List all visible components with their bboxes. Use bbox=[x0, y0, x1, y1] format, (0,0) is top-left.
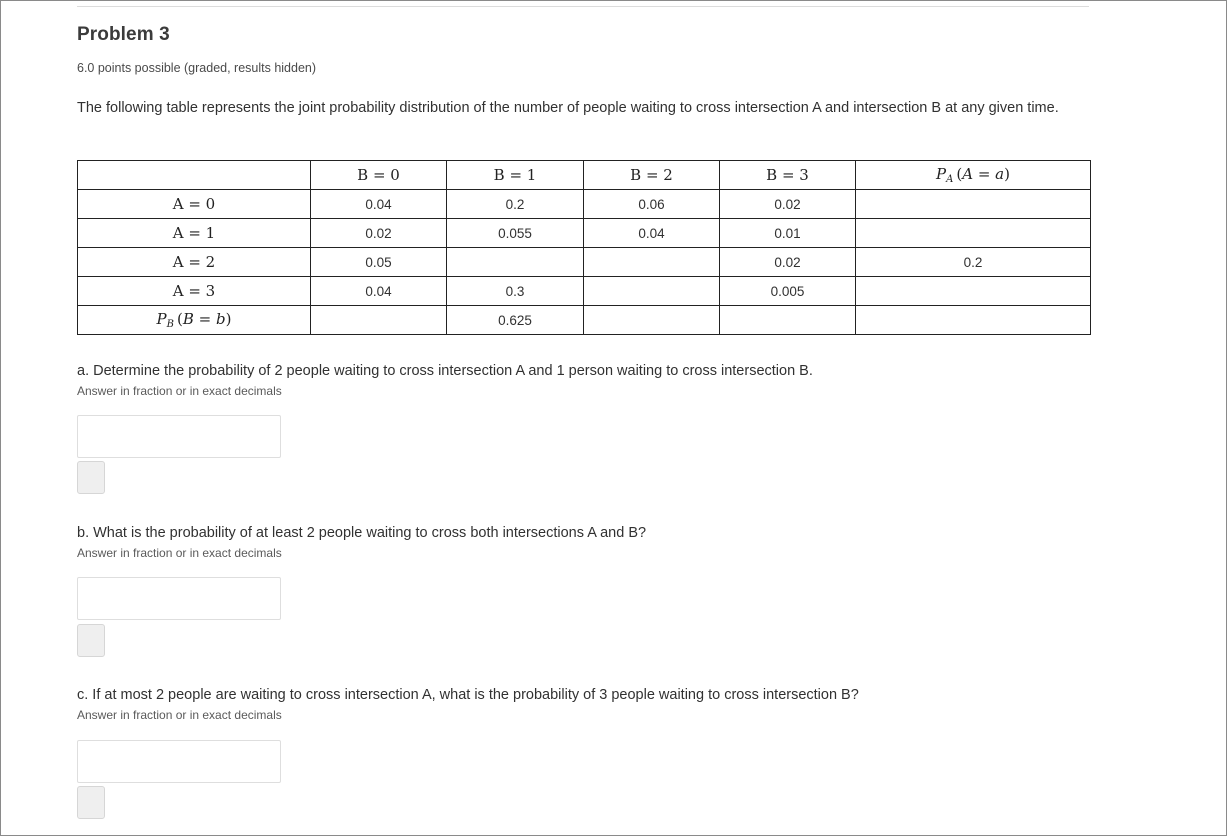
question-c-text: c. If at most 2 people are waiting to cross intersection A, what is the probability of 3 people waiting to cross intersection B? bbox=[77, 687, 859, 703]
row-label-a2: A = 2 bbox=[78, 248, 311, 277]
table-cell bbox=[584, 248, 720, 277]
table-cell: 0.02 bbox=[720, 248, 856, 277]
table-cell: 0.04 bbox=[584, 219, 720, 248]
table-cell: 0.625 bbox=[447, 306, 584, 335]
table-cell bbox=[856, 306, 1091, 335]
table-row bbox=[78, 306, 1091, 335]
row-label-pb: $P_B$ (B = b) bbox=[78, 306, 311, 335]
header-b1: B = 1 bbox=[447, 161, 584, 190]
table-row bbox=[78, 190, 1091, 219]
question-b-text: b. What is the probability of at least 2 people waiting to cross both intersections A and B? bbox=[77, 525, 647, 541]
table-cell: 0.01 bbox=[720, 219, 856, 248]
table-header-row bbox=[78, 161, 1091, 190]
table-cell bbox=[447, 248, 584, 277]
table-cell: 0.06 bbox=[584, 190, 720, 219]
answer-c-submit-button[interactable] bbox=[77, 786, 105, 819]
answer-a-submit-button[interactable] bbox=[77, 461, 105, 494]
top-divider bbox=[77, 6, 1089, 7]
problem-title: Problem 3 bbox=[77, 24, 170, 45]
row-label-a3: A = 3 bbox=[78, 277, 311, 306]
table-cell bbox=[856, 277, 1091, 306]
answer-b-input[interactable] bbox=[77, 577, 281, 620]
row-label-a0: A = 0 bbox=[78, 190, 311, 219]
points-possible: 6.0 points possible (graded, results hidden) bbox=[77, 61, 317, 75]
question-b-hint: Answer in fraction or in exact decimals bbox=[77, 546, 282, 560]
question-a-hint: Answer in fraction or in exact decimals bbox=[77, 384, 282, 398]
table-cell bbox=[856, 219, 1091, 248]
table-row bbox=[78, 219, 1091, 248]
table-cell: 0.02 bbox=[720, 190, 856, 219]
table-cell: 0.3 bbox=[447, 277, 584, 306]
answer-b-submit-button[interactable] bbox=[77, 624, 105, 657]
table-row bbox=[78, 248, 1091, 277]
header-pa: $P_A$ (A = a) bbox=[856, 161, 1091, 190]
table-cell: 0.04 bbox=[311, 277, 447, 306]
table-cell bbox=[720, 306, 856, 335]
question-c-hint: Answer in fraction or in exact decimals bbox=[77, 708, 282, 722]
table-cell: 0.05 bbox=[311, 248, 447, 277]
table-cell: 0.2 bbox=[447, 190, 584, 219]
table-cell: 0.02 bbox=[311, 219, 447, 248]
header-b0: B = 0 bbox=[311, 161, 447, 190]
table-cell: 0.04 bbox=[311, 190, 447, 219]
problem-intro: The following table represents the joint probability distribution of the number of people waiting to cross intersection A and intersection B at any given time. bbox=[77, 100, 1059, 116]
answer-c-input[interactable] bbox=[77, 740, 281, 783]
table-cell bbox=[584, 306, 720, 335]
header-b2: B = 2 bbox=[584, 161, 720, 190]
row-label-a1: A = 1 bbox=[78, 219, 311, 248]
table-cell: 0.005 bbox=[720, 277, 856, 306]
table-cell: 0.2 bbox=[856, 248, 1091, 277]
table-corner-cell bbox=[78, 161, 311, 190]
table-row bbox=[78, 277, 1091, 306]
table-cell: 0.055 bbox=[447, 219, 584, 248]
joint-distribution-table bbox=[77, 160, 1091, 335]
table-cell bbox=[311, 306, 447, 335]
question-a-text: a. Determine the probability of 2 people waiting to cross intersection A and 1 person waiting to cross intersection B. bbox=[77, 363, 813, 379]
table-cell bbox=[856, 190, 1091, 219]
answer-a-input[interactable] bbox=[77, 415, 281, 458]
header-b3: B = 3 bbox=[720, 161, 856, 190]
table-cell bbox=[584, 277, 720, 306]
